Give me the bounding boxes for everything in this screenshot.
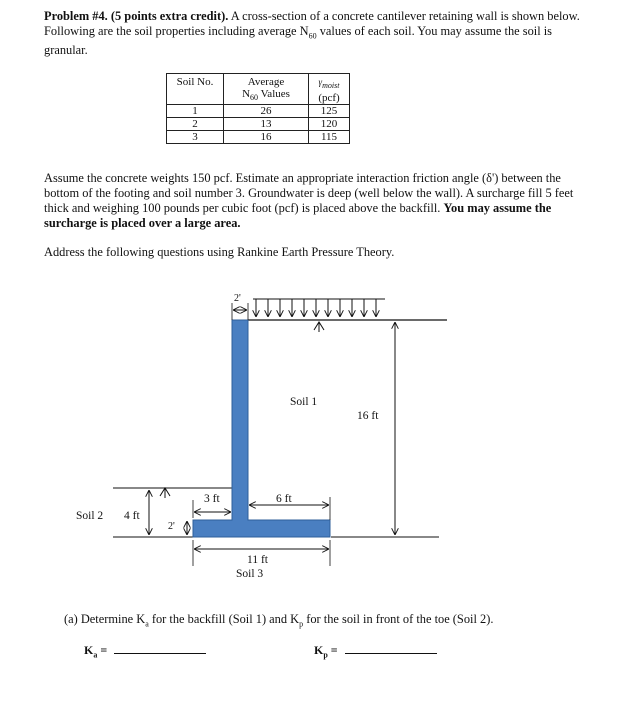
- surcharge-arrows: [253, 299, 385, 317]
- problem-intro: A cross-section of a concrete cantilever retaining wall is shown below. Following are the soil properties including average N: [44, 9, 580, 38]
- assumption-text: Assume the concrete weights 150 pcf. Estimate an appropriate interaction friction angle (δ') between the bottom of the footing and soil number 3. Groundwater is deep (well below the wall). A surcharge fill 5 feet thick and weighing 100 pounds per cubic foot (pcf) is placed above the backfill.: [44, 171, 574, 215]
- ka-eq: =: [97, 643, 108, 657]
- table-cell-n60: 26: [224, 105, 309, 118]
- n60-header-n: N: [242, 88, 251, 100]
- table-cell-gamma: 120: [309, 118, 350, 131]
- problem-intro-cont: values of each soil. You may assume the soil is granular.: [44, 24, 553, 58]
- table-cell-gamma: 125: [309, 105, 350, 118]
- soil2-label: Soil 2: [76, 510, 104, 522]
- soil1-label: Soil 1: [290, 396, 318, 408]
- rankine-instruction: Address the following questions using Rankine Earth Pressure Theory.: [44, 245, 395, 259]
- gamma-unit: (pcf): [318, 92, 340, 105]
- n60-header-line2: Values: [258, 88, 290, 100]
- front-depth-label: 4 ft: [124, 510, 140, 522]
- footing-thickness-label: 2': [168, 521, 175, 532]
- kp-label: K: [314, 643, 324, 657]
- n60-header-line1: Average: [247, 76, 285, 88]
- ground-symbol-backfill: [314, 322, 324, 332]
- kp-sub: p: [323, 650, 328, 660]
- table-cell-n60: 16: [224, 131, 309, 144]
- ka-sub: a: [93, 650, 98, 660]
- top-width-label: 2': [234, 293, 241, 304]
- kp-eq: =: [327, 643, 338, 657]
- kp-answer-blank[interactable]: [345, 643, 437, 654]
- question-a: [64, 612, 584, 631]
- kp-answer: [314, 643, 437, 659]
- table-cell-soil: 1: [167, 105, 224, 118]
- n60-header-sub: 60: [250, 93, 259, 103]
- ground-symbol-front: [160, 488, 170, 498]
- col-header-soil-no: Soil No.: [167, 74, 224, 105]
- question-a-pre: (a) Determine K: [64, 612, 146, 626]
- table-cell-soil: 3: [167, 131, 224, 144]
- toe-label: 3 ft: [204, 493, 220, 505]
- problem-heading: Problem #4. (5 points extra credit).: [44, 9, 229, 23]
- table-cell-soil: 2: [167, 118, 224, 131]
- ka-label: K: [84, 643, 94, 657]
- question-a-sub-p: p: [299, 619, 304, 629]
- table-cell-n60: 13: [224, 118, 309, 131]
- ka-answer: [84, 643, 206, 659]
- ka-answer-blank[interactable]: [114, 643, 206, 654]
- question-a-sub-a: a: [145, 619, 149, 629]
- n60-subscript: 60: [308, 31, 317, 41]
- heel-label: 6 ft: [276, 493, 292, 505]
- gamma-sub: moist: [322, 81, 340, 91]
- table-cell-gamma: 115: [309, 131, 350, 144]
- question-a-mid: for the backfill (Soil 1) and K: [148, 612, 300, 626]
- height-label: 16 ft: [357, 410, 379, 422]
- assumption-bold: You may assume the surcharge is placed over a large area.: [44, 201, 552, 230]
- base-width-label: 11 ft: [247, 554, 268, 566]
- question-a-post: for the soil in front of the toe (Soil 2).: [303, 612, 494, 626]
- soil3-label: Soil 3: [236, 568, 264, 580]
- gamma-symbol: γ: [318, 77, 323, 87]
